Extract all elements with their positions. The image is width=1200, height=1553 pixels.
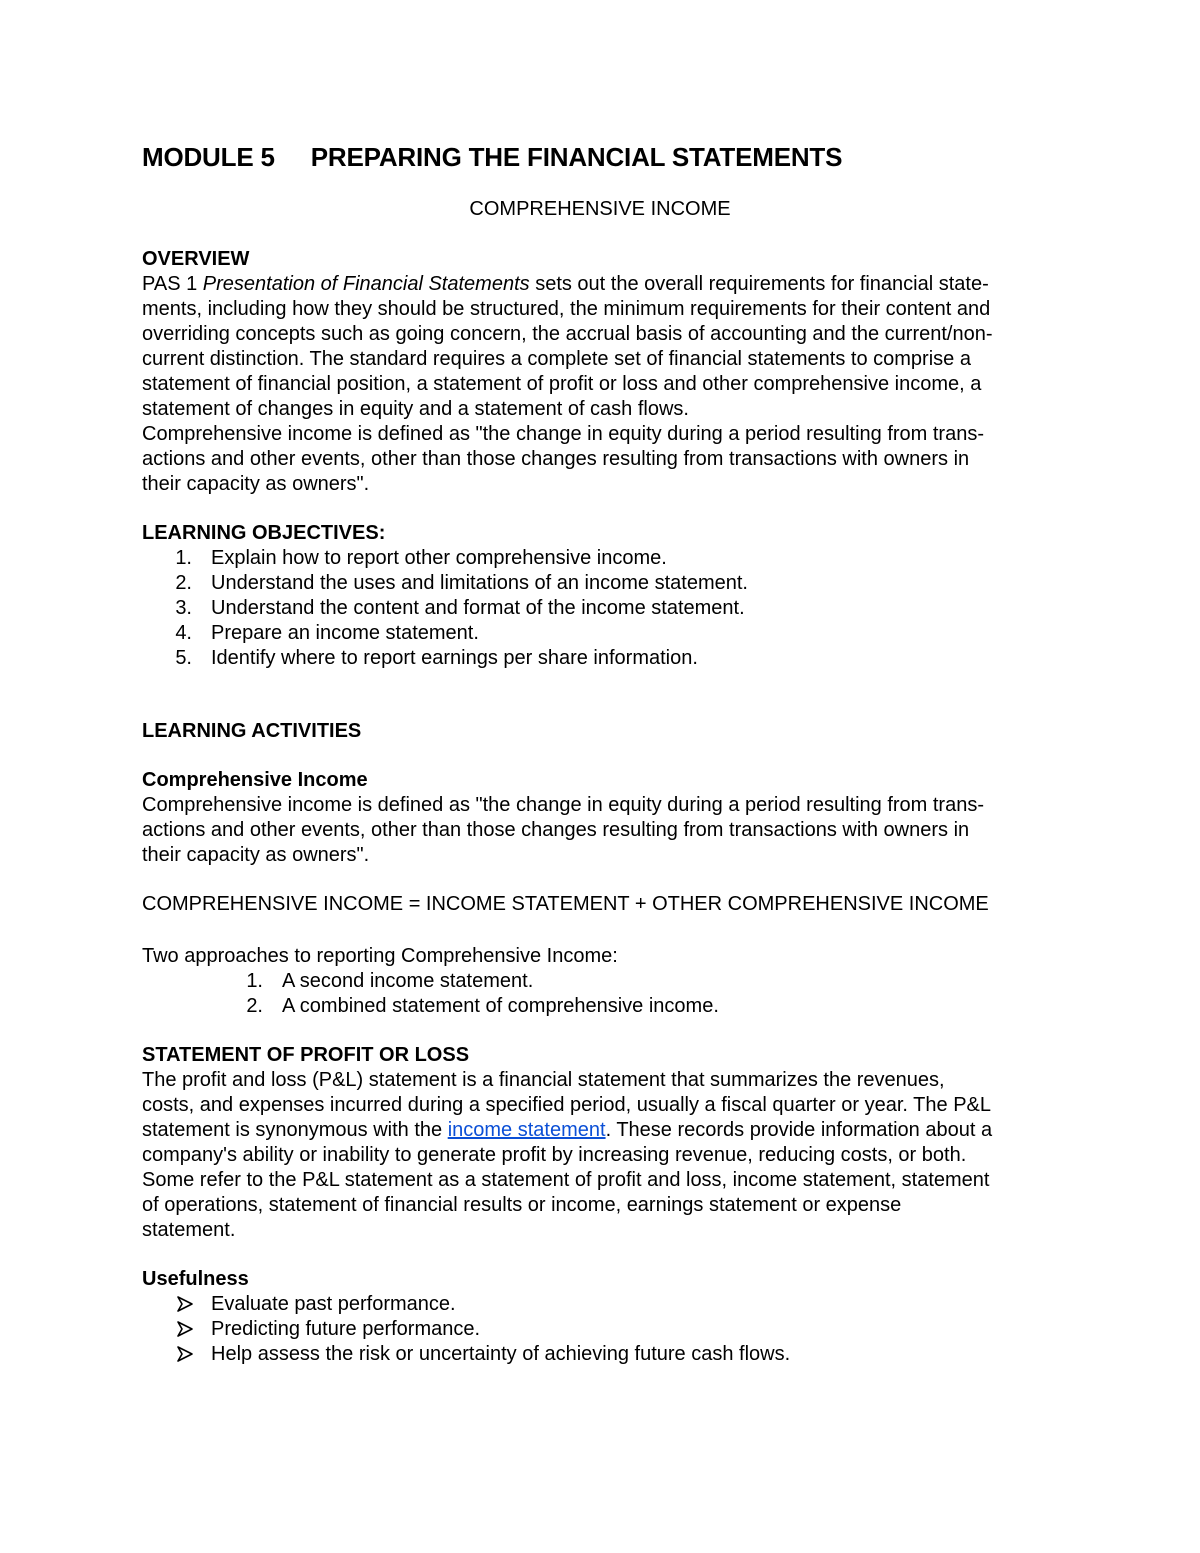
approach-item: A second income statement. [282, 970, 534, 992]
income-statement-link[interactable]: income statement [447, 1119, 606, 1141]
approach-number: 1. [246, 970, 263, 992]
overview-line: their capacity as owners". [142, 473, 370, 495]
overview-line1-prefix: PAS 1 [142, 273, 203, 295]
section-subtitle: COMPREHENSIVE INCOME [469, 198, 731, 220]
objective-number: 1. [175, 547, 192, 569]
module-name: PREPARING THE FINANCIAL STATEMENTS [310, 142, 843, 172]
activities-line: actions and other events, other than those changes resulting from transactions with owners in [142, 819, 970, 841]
objective-item: Explain how to report other comprehensive income. [211, 547, 667, 569]
overview-line: Comprehensive income is defined as "the change in equity during a period resulting from trans- [142, 423, 985, 445]
overview-line: overriding concepts such as going concern, the accrual basis of accounting and the current/non- [142, 323, 993, 345]
objectives-heading: LEARNING OBJECTIVES: [142, 522, 386, 544]
activities-line: their capacity as owners". [142, 844, 370, 866]
overview-line: current distinction. The standard requires a complete set of financial statements to comprise a [142, 348, 971, 370]
pl-line: of operations, statement of financial results or income, earnings statement or expense [142, 1194, 902, 1216]
objective-number: 3. [175, 597, 192, 619]
usefulness-item: Help assess the risk or uncertainty of achieving future cash flows. [211, 1343, 791, 1365]
approach-item: A combined statement of comprehensive income. [282, 995, 719, 1017]
module-title [142, 142, 842, 173]
pl-line: company's ability or inability to generate profit by increasing revenue, reducing costs, or both. [142, 1144, 967, 1166]
overview-line [142, 272, 989, 297]
pl-line [142, 1118, 992, 1143]
overview-line: ments, including how they should be structured, the minimum requirements for their content and [142, 298, 991, 320]
objective-number: 4. [175, 622, 192, 644]
objective-item: Understand the uses and limitations of an income statement. [211, 572, 748, 594]
comprehensive-income-equation: COMPREHENSIVE INCOME = INCOME STATEMENT + OTHER COMPREHENSIVE INCOME [142, 893, 989, 915]
activities-line: Comprehensive income is defined as "the change in equity during a period resulting from trans- [142, 794, 985, 816]
pl-line: statement. [142, 1219, 236, 1241]
usefulness-item: Predicting future performance. [211, 1318, 481, 1340]
pl-line3-suffix: . These records provide information about a [605, 1119, 993, 1141]
usefulness-item: Evaluate past performance. [211, 1293, 456, 1315]
usefulness-heading: Usefulness [142, 1268, 249, 1290]
approach-number: 2. [246, 995, 263, 1017]
objective-item: Understand the content and format of the income statement. [211, 597, 745, 619]
approaches-intro: Two approaches to reporting Comprehensive Income: [142, 945, 618, 967]
pl-line: The profit and loss (P&L) statement is a financial statement that summarizes the revenues, [142, 1069, 945, 1091]
arrow-bullet-icon [176, 1292, 194, 1317]
pl-line3-prefix: statement is synonymous with the [142, 1119, 448, 1141]
pas1-title: Presentation of Financial Statements [202, 273, 530, 295]
overview-line: actions and other events, other than those changes resulting from transactions with owners in [142, 448, 970, 470]
objective-item: Identify where to report earnings per share information. [211, 647, 698, 669]
objective-number: 5. [175, 647, 192, 669]
pl-line: Some refer to the P&L statement as a statement of profit and loss, income statement, statement [142, 1169, 990, 1191]
pl-heading: STATEMENT OF PROFIT OR LOSS [142, 1044, 470, 1066]
comprehensive-income-subheading: Comprehensive Income [142, 769, 368, 791]
pl-line: costs, and expenses incurred during a specified period, usually a fiscal quarter or year. The P&L [142, 1094, 991, 1116]
overview-line1-suffix: sets out the overall requirements for financial state- [529, 273, 989, 295]
overview-heading: OVERVIEW [142, 248, 250, 270]
arrow-bullet-icon [176, 1342, 194, 1367]
activities-heading: LEARNING ACTIVITIES [142, 720, 362, 742]
arrow-bullet-icon [176, 1317, 194, 1342]
objective-item: Prepare an income statement. [211, 622, 479, 644]
module-number: MODULE 5 [142, 142, 275, 172]
overview-line: statement of financial position, a statement of profit or loss and other comprehensive income, a [142, 373, 982, 395]
overview-line: statement of changes in equity and a statement of cash flows. [142, 398, 689, 420]
objective-number: 2. [175, 572, 192, 594]
